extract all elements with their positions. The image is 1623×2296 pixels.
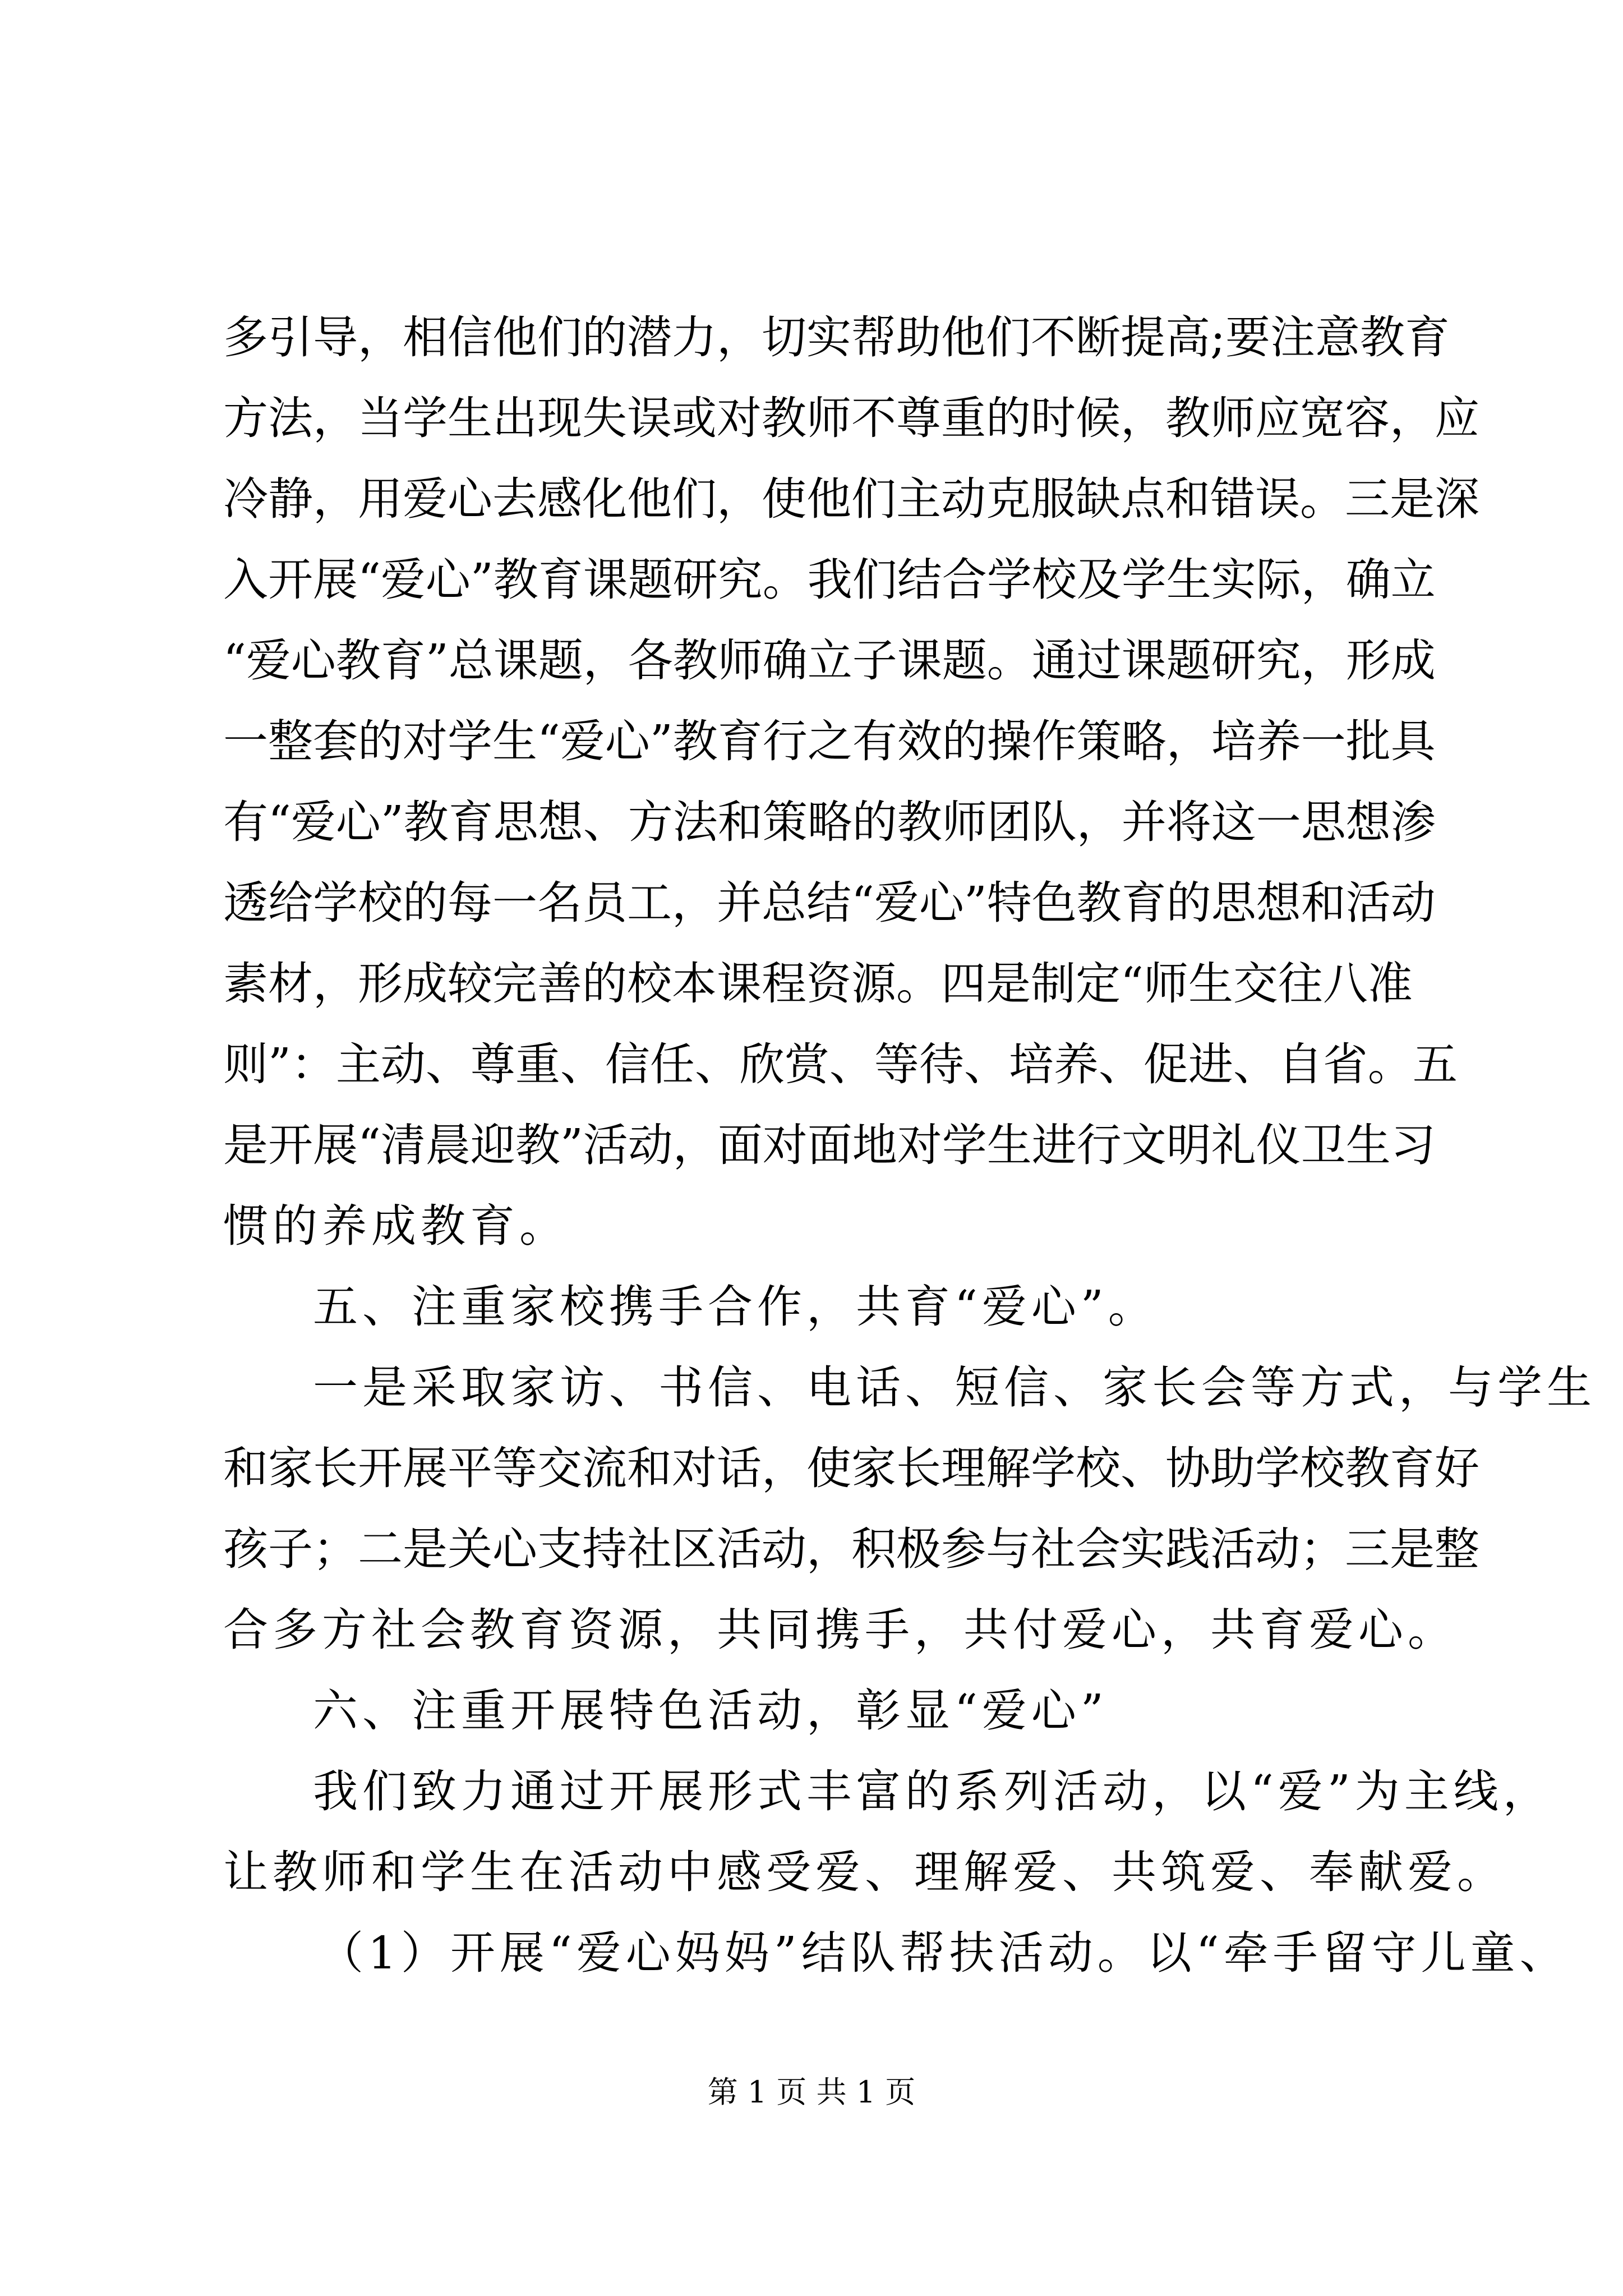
body-line: 素材，形成较完善的校本课程资源。四是制定“师生交往八准 <box>223 958 1413 1010</box>
body-line: （1）开展“爱心妈妈”结队帮扶活动。以“牵手留守儿童、 <box>319 1927 1569 1979</box>
body-line: 我们致力通过开展形式丰富的系列活动，以“爱”为主线， <box>313 1765 1552 1818</box>
body-line: 有“爱心”教育思想、方法和策略的教师团队，并将这一思想渗 <box>223 796 1436 848</box>
body-line: 一是采取家访、书信、电话、短信、家长会等方式，与学生 <box>313 1361 1596 1414</box>
document-body <box>223 297 1596 1994</box>
body-line: 透给学校的每一名员工，并总结“爱心”特色教育的思想和活动 <box>223 877 1436 929</box>
body-line: 惯的养成教育。 <box>223 1200 569 1252</box>
body-line: 是开展“清晨迎教”活动，面对面地对学生进行文明礼仪卫生习 <box>223 1119 1436 1171</box>
body-line: 冷静，用爱心去感化他们，使他们主动克服缺点和错误。三是深 <box>223 473 1479 525</box>
body-line: 方法，当学生出现失误或对教师不尊重的时候，教师应宽容，应 <box>223 392 1479 444</box>
page-footer: 第 1 页 共 1 页 <box>707 2074 916 2110</box>
body-line: 孩子；二是关心支持社区活动，积极参与社会实践活动；三是整 <box>223 1523 1479 1575</box>
body-line: 合多方社会教育资源，共同携手，共付爱心，共育爱心。 <box>223 1604 1457 1656</box>
body-line: 六、注重开展特色活动，彰显“爱心” <box>313 1685 1108 1737</box>
body-line: 则”：主动、尊重、信任、欣赏、等待、培养、促进、自省。五 <box>223 1038 1458 1091</box>
body-line: 一整套的对学生“爱心”教育行之有效的操作策略，培养一批具 <box>223 715 1436 767</box>
body-line: 和家长开展平等交流和对话，使家长理解学校、协助学校教育好 <box>223 1442 1479 1494</box>
body-line: 让教师和学生在活动中感受爱、理解爱、共筑爱、奉献爱。 <box>223 1846 1506 1898</box>
body-line: “爱心教育”总课题，各教师确立子课题。通过课题研究，形成 <box>223 634 1436 687</box>
body-line: 多引导，相信他们的潜力，切实帮助他们不断提高;要注意教育 <box>223 311 1450 364</box>
body-line: 五、注重家校携手合作，共育“爱心”。 <box>313 1281 1158 1333</box>
body-line: 入开展“爱心”教育课题研究。我们结合学校及学生实际，确立 <box>223 554 1436 606</box>
